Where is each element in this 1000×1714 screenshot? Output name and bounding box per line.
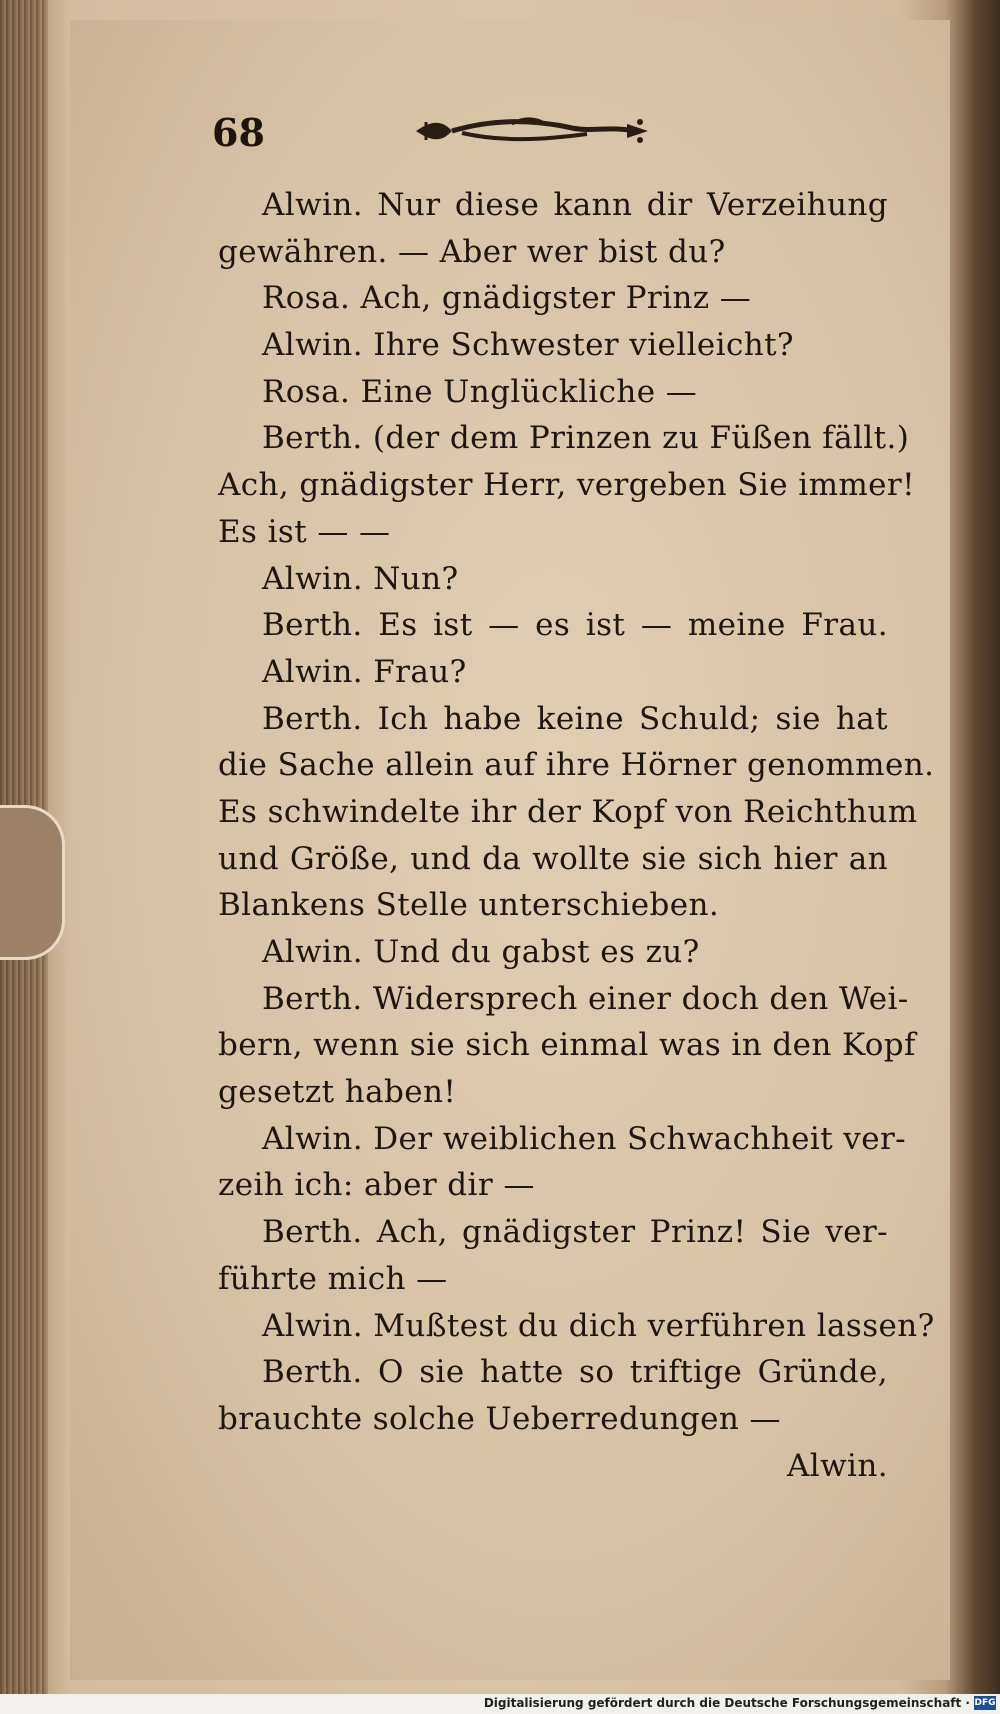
text-line: Es schwindelte ihr der Kopf von Reichthum (218, 793, 918, 830)
text-line: Berth. O sie hatte so triftige Gründe, (262, 1354, 888, 1391)
text-line: Alwin. Nun? (262, 560, 459, 597)
text-line: Berth. Widersprech einer doch den Wei- (262, 980, 909, 1017)
text-line: Alwin. Ihre Schwester vielleicht? (262, 327, 794, 364)
text-line: Es ist — — (218, 513, 391, 550)
text-line: Blankens Stelle unterschieben. (218, 887, 720, 924)
body-text (218, 182, 935, 1489)
text-line: Rosa. Ach, gnädigster Prinz — (262, 280, 752, 317)
text-line: Alwin. Und du gabst es zu? (262, 934, 700, 970)
text-line: gewähren. — Aber wer bist du? (218, 233, 726, 270)
page-number: 68 (212, 110, 265, 155)
text-line: bern, wenn sie sich einmal was in den Kopf (218, 1027, 916, 1064)
text-line: führte mich — (218, 1260, 448, 1297)
text-line: Alwin. Nur diese kann dir Verzeihung (262, 187, 888, 223)
dfg-logo: DFG (974, 1698, 996, 1708)
text-line: Alwin. Mußtest du dich verführen lassen? (262, 1307, 935, 1344)
text-line: zeih ich: aber dir — (218, 1167, 535, 1204)
text-line: gesetzt haben! (218, 1074, 457, 1111)
ornament-icon (412, 114, 652, 148)
text-line: Berth. Ach, gnädigster Prinz! Sie ver- (262, 1214, 888, 1251)
text-line: die Sache allein auf ihre Hörner genommen. (218, 747, 935, 784)
text-line: brauchte solche Ueberredungen — (218, 1400, 781, 1437)
text-line: Berth. (der dem Prinzen zu Füßen fällt.) (262, 420, 910, 457)
text-line: Berth. Es ist — es ist — meine Frau. (262, 607, 888, 644)
funding-notice: Digitalisierung gefördert durch die Deutsche Forschungsgemeinschaft · (483, 1696, 970, 1710)
footer-bar (0, 1694, 1000, 1714)
page-header (212, 110, 712, 160)
text-line: Berth. Ich habe keine Schuld; sie hat (262, 700, 888, 737)
text-line: Ach, gnädigster Herr, vergeben Sie immer! (218, 467, 915, 504)
catchword: Alwin. (787, 1447, 888, 1484)
bookmark-ribbon (0, 805, 65, 960)
text-line: und Größe, und da wollte sie sich hier an (218, 840, 888, 877)
text-line: Rosa. Eine Unglückliche — (262, 373, 698, 410)
text-line: Alwin. Frau? (262, 653, 467, 690)
text-line: Alwin. Der weiblichen Schwachheit ver- (262, 1120, 907, 1157)
